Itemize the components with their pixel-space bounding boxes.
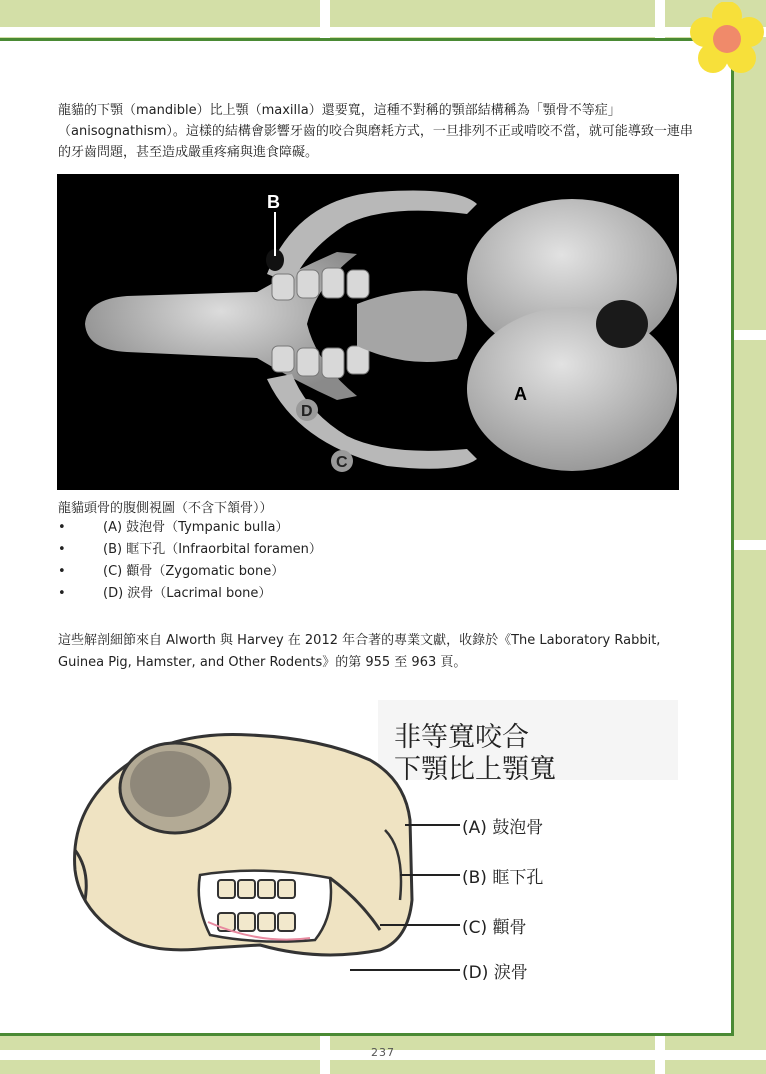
marker-d: D (301, 403, 313, 420)
list-item: • (C) 顴骨（Zygomatic bone） (58, 564, 285, 579)
diagram-label-b: (B) 眶下孔 (462, 868, 544, 888)
intro-paragraph: 龍貓的下顎（mandible）比上顎（maxilla）還要寬，這種不對稱的顎部結構稱為「顎骨不等症」（anisognathism）。這樣的結構會影響牙齒的咬合與磨耗方式，一旦排列不正或啃咬不當，就可能導致一連串的牙齒問題，甚至造成嚴重疼痛與進食障礙。 (58, 103, 693, 160)
diagram-label-a: (A) 鼓泡骨 (462, 818, 544, 838)
diagram-label-d: (D) 淚骨 (462, 963, 528, 983)
diagram-title: 非等寬咬合 下顎比上顎寬 (394, 722, 556, 785)
list-item: • (D) 淚骨（Lacrimal bone） (58, 586, 272, 601)
list-item: • (B) 眶下孔（Infraorbital foramen） (58, 542, 322, 557)
caption-title: 龍貓頭骨的腹側視圖（不含下頷骨）） (58, 501, 273, 516)
caption-list (58, 518, 322, 606)
marker-c: C (336, 454, 348, 471)
list-item: • (A) 鼓泡骨（Tympanic bulla） (58, 520, 289, 535)
source-paragraph: 這些解剖細節來自 Alworth 與 Harvey 在 2012 年合著的專業文獻，收錄於《The Laboratory Rabbit, Guinea Pig, Hamster, and Other Rodents》的第 955 至 963 頁。 (58, 633, 661, 670)
skull-ventral-photo (57, 174, 679, 490)
skull-side-illustration (60, 700, 680, 1010)
diagram-label-c: (C) 顴骨 (462, 918, 527, 938)
marker-b: B (267, 192, 280, 212)
marker-a: A (514, 384, 527, 404)
page-number: 237 (371, 1046, 395, 1059)
flower-decoration-icon (690, 2, 764, 76)
